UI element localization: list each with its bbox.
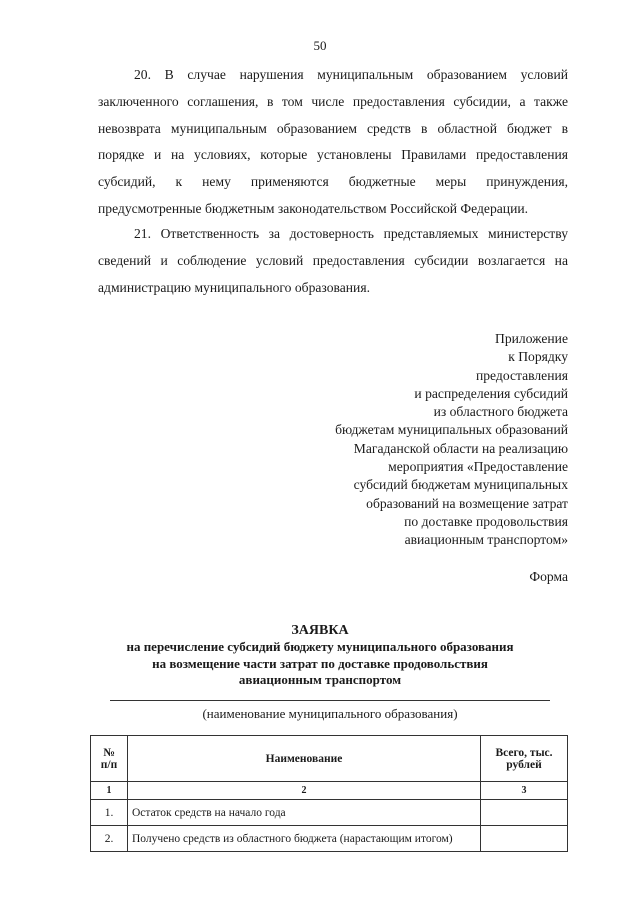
row-name: Остаток средств на начало года: [128, 800, 481, 826]
header-number-line: №: [103, 746, 115, 759]
subtitle-line: на перечисление субсидий бюджету муниципального образования: [126, 639, 514, 654]
column-number: 2: [128, 782, 481, 800]
appendix-line: к Порядку: [508, 349, 568, 365]
appendix-line: Приложение: [495, 331, 568, 346]
request-table: [90, 735, 568, 852]
subtitle-line: на возмещение части затрат по доставке продовольствия: [152, 655, 488, 671]
appendix-line: из областного бюджета: [433, 404, 568, 420]
column-number: 1: [91, 782, 128, 800]
header-total-line: Всего, тыс.: [495, 746, 553, 759]
appendix-line: авиационным транспортом»: [404, 532, 568, 548]
row-number: 1.: [91, 800, 128, 826]
table-row: [91, 826, 568, 852]
column-number: 3: [481, 782, 568, 800]
table-row: [91, 800, 568, 826]
appendix-line: образований на возмещение затрат: [366, 495, 568, 511]
header-number-line: п/п: [100, 758, 118, 771]
header-total-line: рублей: [506, 758, 542, 771]
appendix-line: Магаданской области на реализацию: [353, 440, 568, 456]
header-name: Наименование: [128, 736, 481, 782]
page-number: 50: [313, 38, 327, 53]
appendix-line: по доставке продовольствия: [404, 513, 568, 529]
municipality-fill-line: [110, 700, 550, 701]
column-number-row: [91, 782, 568, 800]
table-header-row: [91, 736, 568, 782]
row-total[interactable]: [481, 826, 568, 852]
subtitle-line: авиационным транспортом: [238, 672, 402, 687]
appendix-line: мероприятия «Предоставление: [388, 459, 568, 475]
municipality-caption: (наименование муниципального образования): [202, 706, 458, 721]
document-subtitle: [60, 639, 580, 689]
header-total: [481, 736, 568, 782]
document-title: ЗАЯВКА: [291, 623, 349, 638]
paragraph-21: 21. Ответственность за достоверность представляемых министерству сведений и соблюдение условий предоставления субсидии возлагается на администрацию муниципального образования.: [98, 226, 568, 295]
form-label: Форма: [529, 569, 568, 584]
header-number: [91, 736, 128, 782]
appendix-line: предоставления: [475, 367, 568, 383]
appendix-line: бюджетам муниципальных образований: [335, 422, 568, 438]
appendix-line: субсидий бюджетам муниципальных: [353, 477, 568, 493]
row-total[interactable]: [481, 800, 568, 826]
appendix-reference: [268, 330, 568, 550]
paragraph-20: 20. В случае нарушения муниципальным образованием условий заключенного соглашения, в том числе предоставления субсидии, а также невозврата муниципальным образованием средств в областной бюджет в порядке и на условиях, которые установлены Правилами предоставления субсидий, к нему применяются бюджетные меры принуждения, предусмотренные бюджетным законодательством Российской Федерации.: [98, 67, 568, 216]
appendix-line: и распределения субсидий: [414, 385, 568, 401]
row-name: Получено средств из областного бюджета (нарастающим итогом): [128, 826, 481, 852]
row-number: 2.: [91, 826, 128, 852]
